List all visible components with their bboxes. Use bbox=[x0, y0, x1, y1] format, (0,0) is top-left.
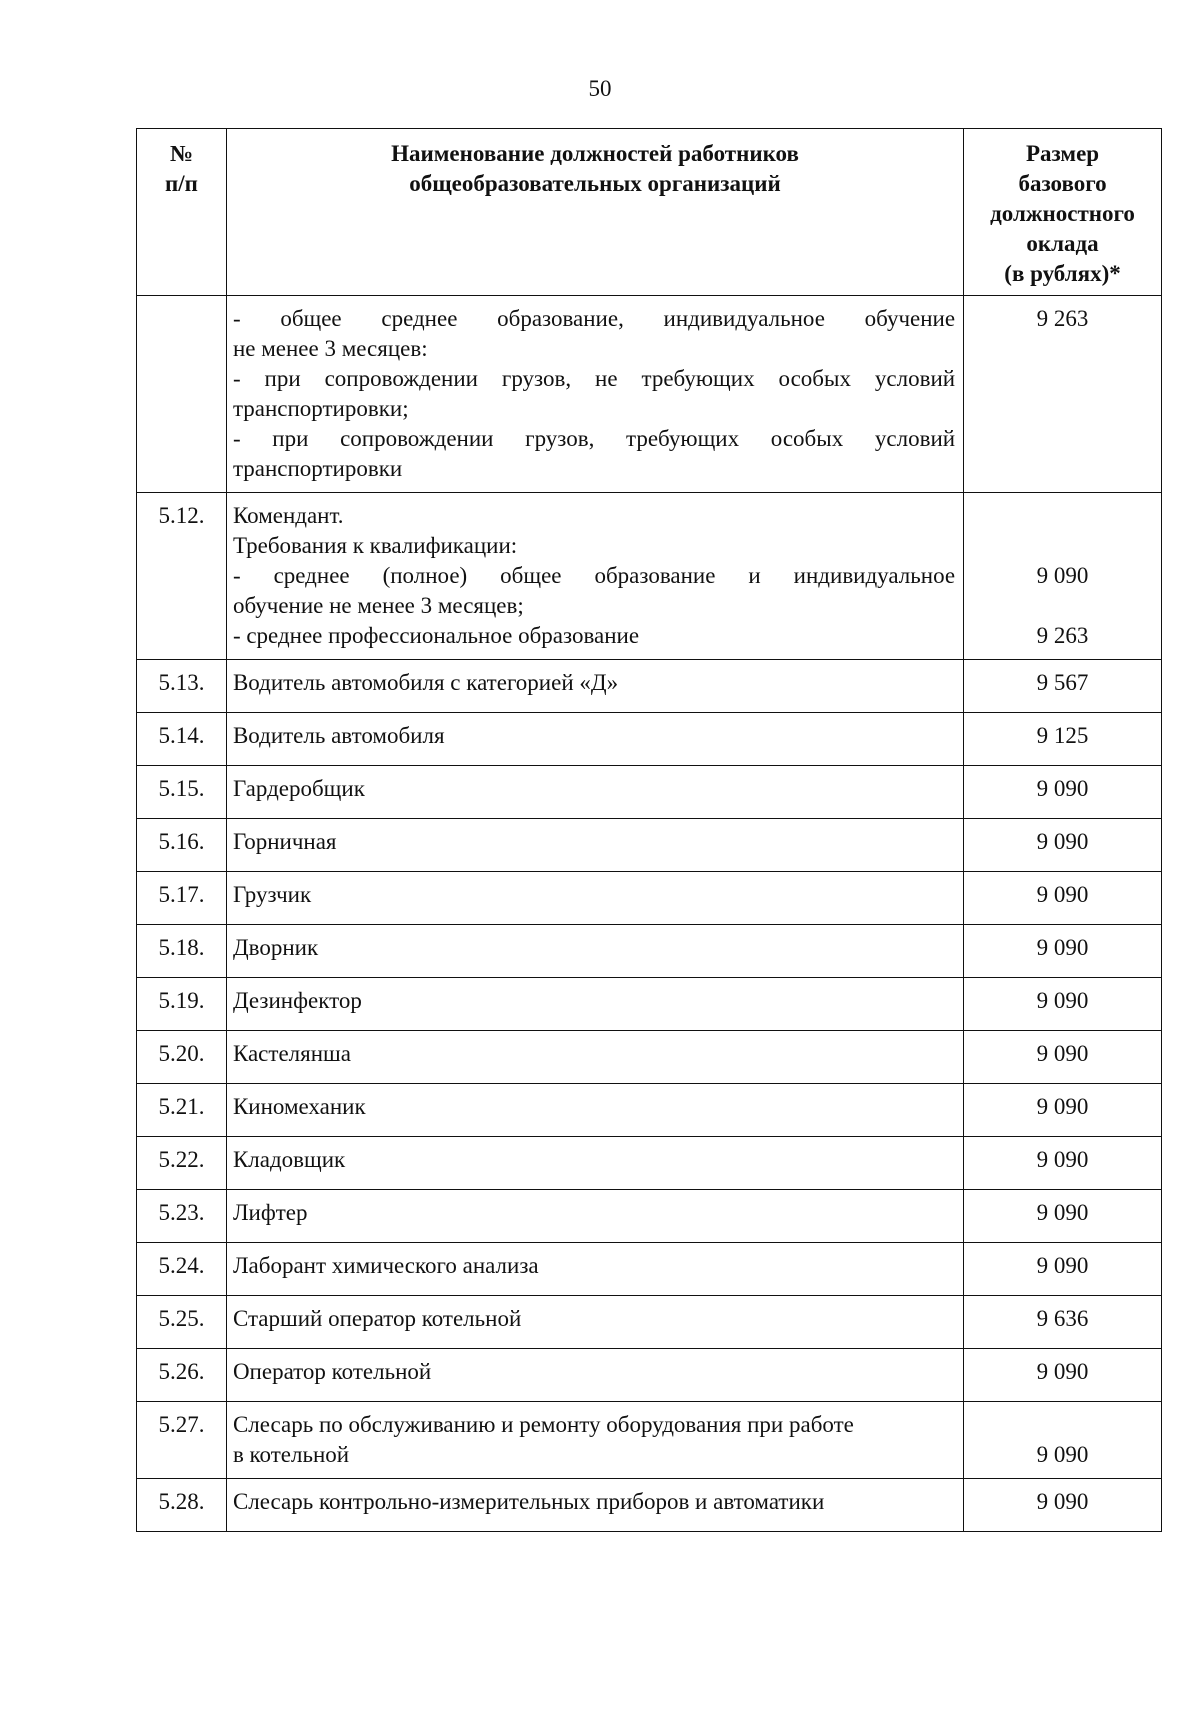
row-number: 5.21. bbox=[137, 1084, 227, 1137]
row-name bbox=[226, 493, 963, 660]
row-salary: 9 636 bbox=[964, 1296, 1162, 1349]
salary-value: 9 090 bbox=[1036, 1442, 1089, 1467]
row-name bbox=[226, 296, 963, 493]
row-salary: 9 567 bbox=[964, 660, 1162, 713]
row-name: Дезинфектор bbox=[226, 978, 963, 1031]
row-name: Лифтер bbox=[226, 1190, 963, 1243]
table-row bbox=[137, 872, 1162, 925]
row-salary: 9 090 bbox=[964, 766, 1162, 819]
row-number: 5.23. bbox=[137, 1190, 227, 1243]
row-number: 5.22. bbox=[137, 1137, 227, 1190]
row-number: 5.25. bbox=[137, 1296, 227, 1349]
row-salary: 9 090 bbox=[964, 1190, 1162, 1243]
header-salary-line: должностного bbox=[990, 201, 1135, 226]
row-name: Киномеханик bbox=[226, 1084, 963, 1137]
table-row-5-27 bbox=[137, 1402, 1162, 1479]
table-row bbox=[137, 1084, 1162, 1137]
row-salary: 9 090 bbox=[964, 1084, 1162, 1137]
salary-value-general-education: 9 090 bbox=[1036, 563, 1089, 588]
row-name-line: - при сопровождении грузов, требующих особых условий bbox=[232, 426, 956, 451]
header-position-name bbox=[226, 129, 963, 296]
row-name-line: Требования к квалификации: bbox=[232, 533, 518, 558]
row-salary: 9 125 bbox=[964, 713, 1162, 766]
table-row-continuation bbox=[137, 296, 1162, 493]
row-name: Грузчик bbox=[226, 872, 963, 925]
header-number bbox=[137, 129, 227, 296]
row-number: 5.16. bbox=[137, 819, 227, 872]
header-name-line: Наименование должностей работников bbox=[391, 141, 799, 166]
row-number: 5.13. bbox=[137, 660, 227, 713]
row-name-line: транспортировки bbox=[232, 456, 403, 481]
row-salary: 9 090 bbox=[964, 925, 1162, 978]
row-salary bbox=[964, 493, 1162, 660]
row-salary bbox=[964, 1402, 1162, 1479]
row-name-line: - среднее (полное) общее образование и индивидуальное bbox=[232, 563, 956, 588]
salary-table bbox=[136, 128, 1162, 1532]
row-salary: 9 090 bbox=[964, 1349, 1162, 1402]
table-row bbox=[137, 713, 1162, 766]
row-name: Слесарь контрольно-измерительных приборов и автоматики bbox=[226, 1479, 963, 1532]
table-row bbox=[137, 925, 1162, 978]
header-salary-line: (в рублях)* bbox=[1004, 261, 1121, 286]
row-salary: 9 090 bbox=[964, 872, 1162, 925]
row-number: 5.19. bbox=[137, 978, 227, 1031]
row-salary: 9 090 bbox=[964, 1137, 1162, 1190]
row-salary: 9 090 bbox=[964, 978, 1162, 1031]
row-number: 5.15. bbox=[137, 766, 227, 819]
row-name-line: транспортировки; bbox=[232, 396, 409, 421]
table-row-5-28 bbox=[137, 1479, 1162, 1532]
row-number: 5.17. bbox=[137, 872, 227, 925]
table-header-row bbox=[137, 129, 1162, 296]
table-row bbox=[137, 766, 1162, 819]
header-salary bbox=[964, 129, 1162, 296]
table-row-komendant bbox=[137, 493, 1162, 660]
row-name: Кастелянша bbox=[226, 1031, 963, 1084]
row-name-line: не менее 3 месяцев: bbox=[232, 336, 428, 361]
row-name bbox=[226, 1402, 963, 1479]
row-salary: 9 090 bbox=[964, 819, 1162, 872]
row-number bbox=[137, 296, 227, 493]
row-number: 5.18. bbox=[137, 925, 227, 978]
row-name-line: обучение не менее 3 месяцев; bbox=[232, 593, 524, 618]
table-row bbox=[137, 819, 1162, 872]
table-row bbox=[137, 978, 1162, 1031]
row-name: Старший оператор котельной bbox=[226, 1296, 963, 1349]
table-row bbox=[137, 1190, 1162, 1243]
row-salary: 9 090 bbox=[964, 1479, 1162, 1532]
row-name-line: Слесарь по обслуживанию и ремонту оборудования при работе bbox=[232, 1412, 854, 1437]
header-number-line: п/п bbox=[165, 171, 198, 196]
row-salary: 9 090 bbox=[964, 1243, 1162, 1296]
row-number: 5.28. bbox=[137, 1479, 227, 1532]
header-number-line: № bbox=[169, 141, 194, 166]
page-number: 50 bbox=[588, 76, 612, 101]
row-number: 5.26. bbox=[137, 1349, 227, 1402]
row-name: Горничная bbox=[226, 819, 963, 872]
row-name: Оператор котельной bbox=[226, 1349, 963, 1402]
table-row bbox=[137, 1243, 1162, 1296]
row-name: Кладовщик bbox=[226, 1137, 963, 1190]
row-number: 5.14. bbox=[137, 713, 227, 766]
row-number: 5.20. bbox=[137, 1031, 227, 1084]
row-name-line: в котельной bbox=[232, 1442, 350, 1467]
row-salary: 9 090 bbox=[964, 1031, 1162, 1084]
row-number: 5.24. bbox=[137, 1243, 227, 1296]
table-row bbox=[137, 1031, 1162, 1084]
row-name-line: - общее среднее образование, индивидуальное обучение bbox=[232, 306, 956, 331]
salary-value-professional-education: 9 263 bbox=[1036, 623, 1089, 648]
header-name-line: общеобразовательных организаций bbox=[409, 171, 781, 196]
row-name: Гардеробщик bbox=[226, 766, 963, 819]
row-name: Водитель автомобиля bbox=[226, 713, 963, 766]
header-salary-line: оклада bbox=[1026, 231, 1099, 256]
table-row bbox=[137, 1349, 1162, 1402]
row-name: Дворник bbox=[226, 925, 963, 978]
table-row bbox=[137, 660, 1162, 713]
row-name-line: - при сопровождении грузов, не требующих особых условий bbox=[232, 366, 956, 391]
header-salary-line: базового bbox=[1018, 171, 1107, 196]
row-number: 5.27. bbox=[137, 1402, 227, 1479]
row-name-line: - среднее профессиональное образование bbox=[232, 623, 640, 648]
row-name: Лаборант химического анализа bbox=[226, 1243, 963, 1296]
row-name-line: Комендант. bbox=[232, 503, 344, 528]
row-number: 5.12. bbox=[137, 493, 227, 660]
table-row bbox=[137, 1296, 1162, 1349]
row-salary: 9 263 bbox=[964, 296, 1162, 493]
row-name: Водитель автомобиля с категорией «Д» bbox=[226, 660, 963, 713]
table-row bbox=[137, 1137, 1162, 1190]
header-salary-line: Размер bbox=[1025, 141, 1100, 166]
